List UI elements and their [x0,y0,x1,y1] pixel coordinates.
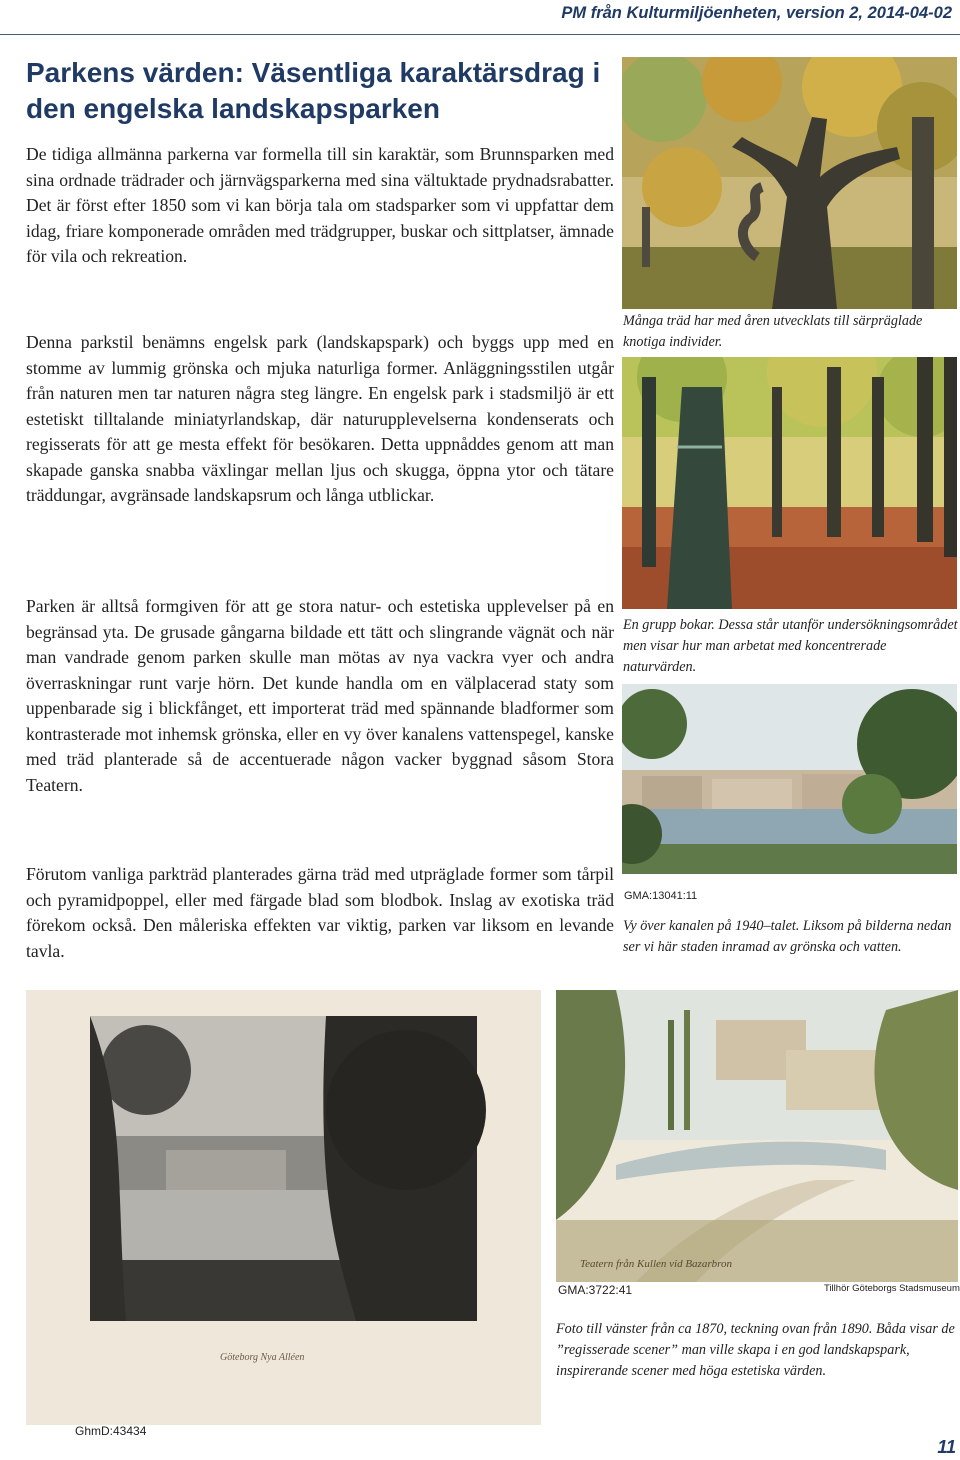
drawing-1890 [556,990,958,1282]
beech-group-photo [622,357,957,609]
canal-1940s-photo [622,684,957,890]
paragraph-1: De tidiga allmänna parkerna var formella till sin karaktär, som Brunnsparken med sina ordnade trädrader och järnvägsparkerna med sina vältuktade prydnadsrabatter. Det är först efter 1850 som vi kan börja tala om stadsparker som vi uppfattar dem idag, friare komponerade områden med trädgrupper, buskar och sittplatser, ämnade för vila och rekreation. [26,144,614,266]
mount-inscription: Göteborg Nya Alléen [220,1352,305,1363]
header-divider [0,34,960,35]
caption-canal: Vy över kanalen på 1940–talet. Liksom på bilderna nedan ser vi här staden inramad av grönska och vatten. [623,918,952,955]
paragraph-2: Denna parkstil benämns engelsk park (landskapspark) och byggs upp med en stomme av lummig grönska och mjuka naturliga former. Anläggningsstilen utgår från naturen men tar naturen några steg längre. En engelsk park i stadsmiljö är ett estetiskt tilltalande miniatyrlandskap, där naturupplevelserna kondenserats och regisserats för att ge mesta effekt för besökaren. Detta uppnåddes genom att man skapade ganska snabba växlingar mellan ljus och skugga, öppna ytor och tätare träddungar, avgränsade landskapsrum och långa utblickar. [26,332,614,505]
image-credit-drawing: Tillhör Göteborgs Stadsmuseum [824,1283,960,1294]
caption-tree: Många träd har med åren utvecklats till särpräglade knotiga individer. [623,313,923,350]
paragraph-3: Parken är alltså formgiven för att ge stora natur- och estetiska upplevelser på en begränsad yta. De grusade gångarna bildade ett tätt och slingrande vägnät och när man vandrade genom parken skulle man mötas av nya vackra vyer och andra överraskningar runt varje hörn. Det kunde handla om en välplacerad staty som uppenbarade sig i blickfånget, ett importerat träd med spännande bladformer som kontrasterade mot inhemsk grönska, eller en vy över kanalens vattenspegel, kanske med träd planterade så de accentuerade någon vacker byggnad såsom Stora Teatern. [26,596,614,795]
caption-beeches: En grupp bokar. Dessa står utanför undersökningsområdet men visar hur man arbetat med koncentrerade naturvärden. [623,617,958,675]
drawing-inscription: Teatern från Kullen vid Bazarbron [580,1258,732,1270]
image-ref-canal: GMA:13041:11 [624,890,698,902]
image-ref-drawing: GMA:3722:41 [558,1283,633,1297]
image-ref-photo: GhmD:43434 [75,1424,147,1438]
page-title: Parkens värden: Väsentliga karaktärsdrag i den engelska landskapsparken [26,57,601,124]
page-number: 11 [937,1437,956,1457]
caption-bottom: Foto till vänster från ca 1870, teckning ovan från 1890. Båda visar de ”regisserade scener” man ville skapa i en god landskapspark, inspirerande scener med höga estetiska värden. [556,1321,955,1379]
gnarled-tree-photo [622,57,957,309]
running-header: PM från Kulturmiljöenheten, version 2, 2014-04-02 [561,4,952,22]
paragraph-4: Förutom vanliga parkträd planterades gärna träd med utpräglade former som tårpil och pyramidpoppel, eller med färgade blad som blodbok. Inslag av exotiska träd förekom också. Den måleriska effekten var viktig, parken var liksom en levande tavla. [26,864,614,961]
